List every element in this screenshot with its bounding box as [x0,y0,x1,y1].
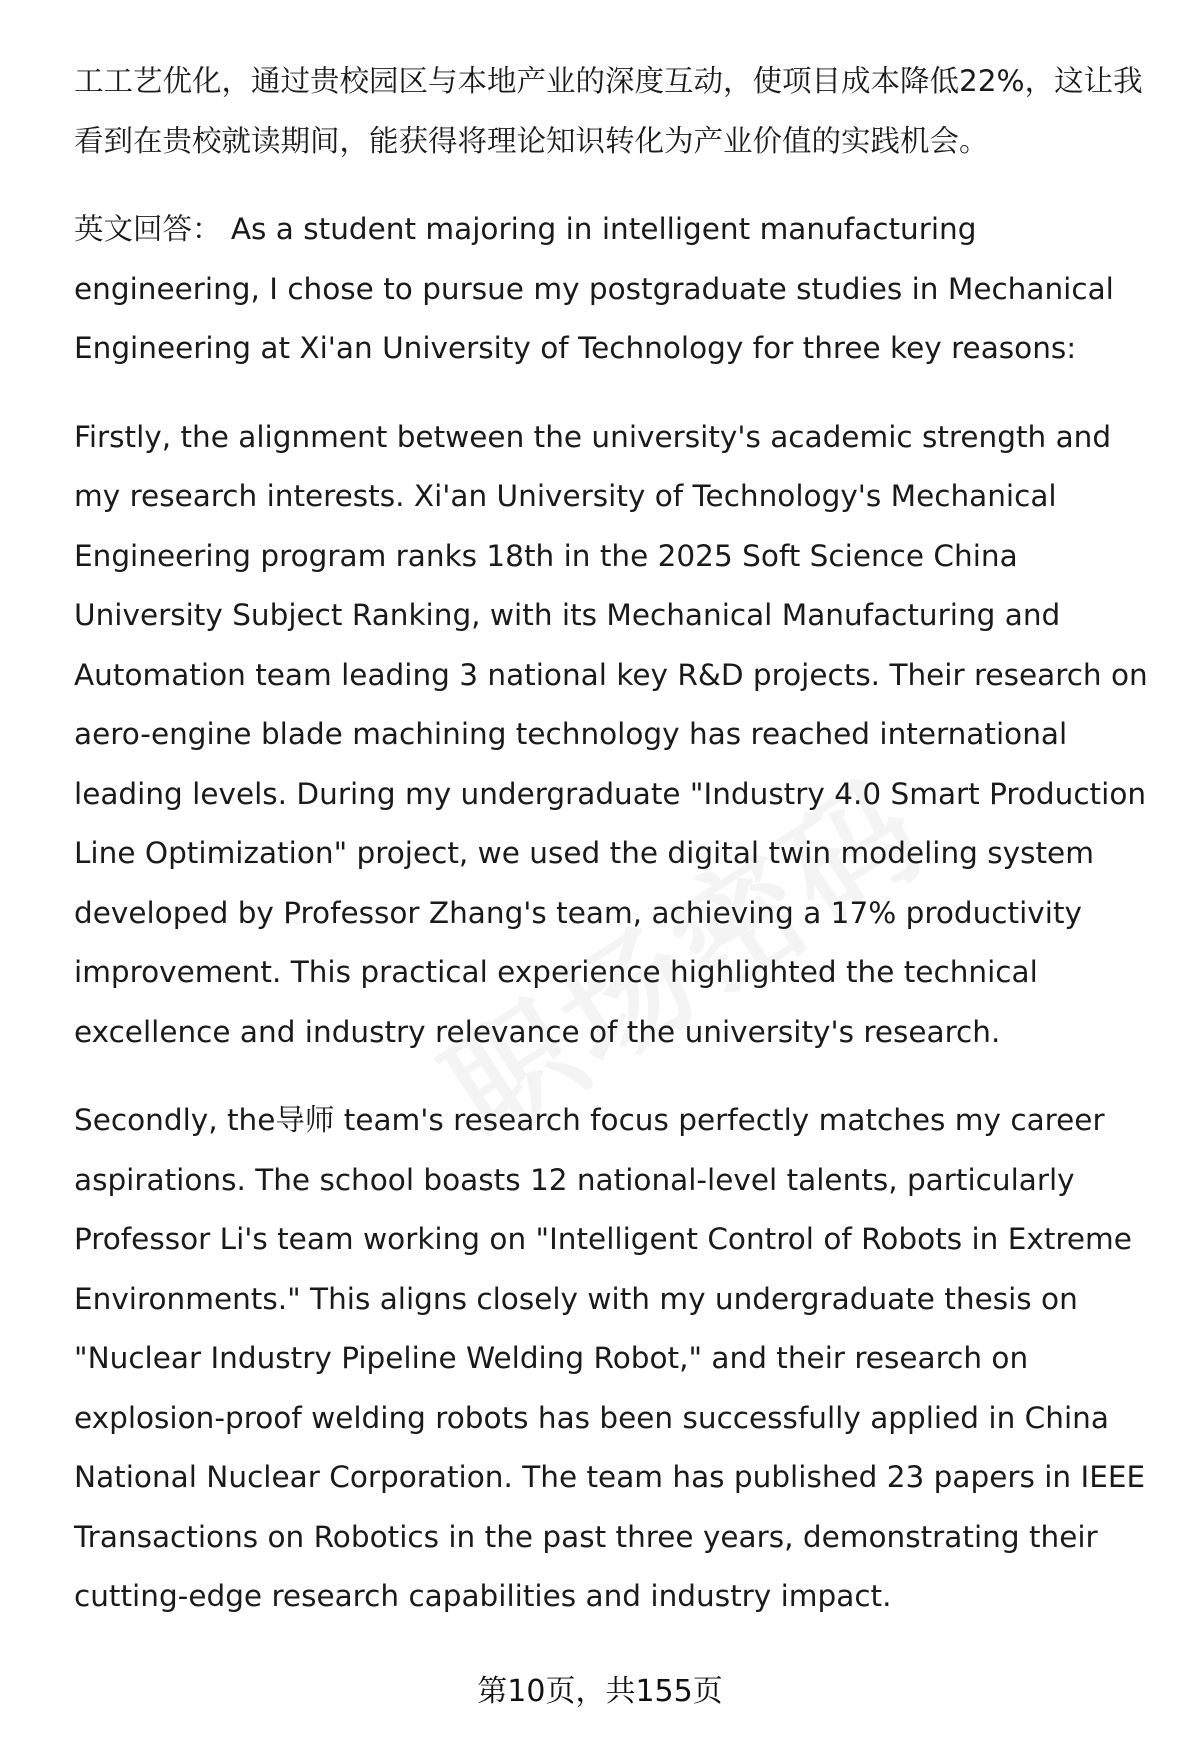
paragraph-first-reason: Firstly, the alignment between the university's academic strength and my research interests. Xi'an University of Technology's Mechanical Engineering program ranks 18th in the 2025 Soft Science China University Subject Ranking, with its Mechanical Manufacturing and Automation team leading 3 national key R&D projects. Their research on aero-engine blade machining technology has reached international leading levels. During my undergraduate "Industry 4.0 Smart Production Line Optimization" project, we used the digital twin modeling system developed by Professor Zhang's team, achieving a 17% productivity improvement. This practical experience highlighted the technical excellence and industry relevance of the university's research. [74,419,1148,1049]
paragraph-chinese-continuation: 工工艺优化，通过贵校园区与本地产业的深度互动，使项目成本降低22%，这让我看到在贵校就读期间，能获得将理论知识转化为产业价值的实践机会。 [74,64,1143,158]
page-number-footer: 第10页，共155页 [477,1674,723,1709]
document-body [74,52,1154,1656]
paragraph-second-reason: Secondly, the导师 team's research focus perfectly matches my career aspirations. The school boasts 12 national-level talents, particularly Professor Li's team working on "Intelligent Control of Robots in Extreme Environments." This aligns closely with my undergraduate thesis on "Nuclear Industry Pipeline Welding Robot," and their research on explosion-proof welding robots has been successfully applied in China National Nuclear Corporation. The team has published 23 papers in IEEE Transactions on Robotics in the past three years, demonstrating their cutting-edge research capabilities and industry impact. [74,1103,1146,1613]
paragraph-english-intro: 英文回答： As a student majoring in intelligent manufacturing engineering, I chose to pursue my postgraduate studies in Mechanical Engineering at Xi'an University of Technology for three key reasons: [74,212,1114,365]
